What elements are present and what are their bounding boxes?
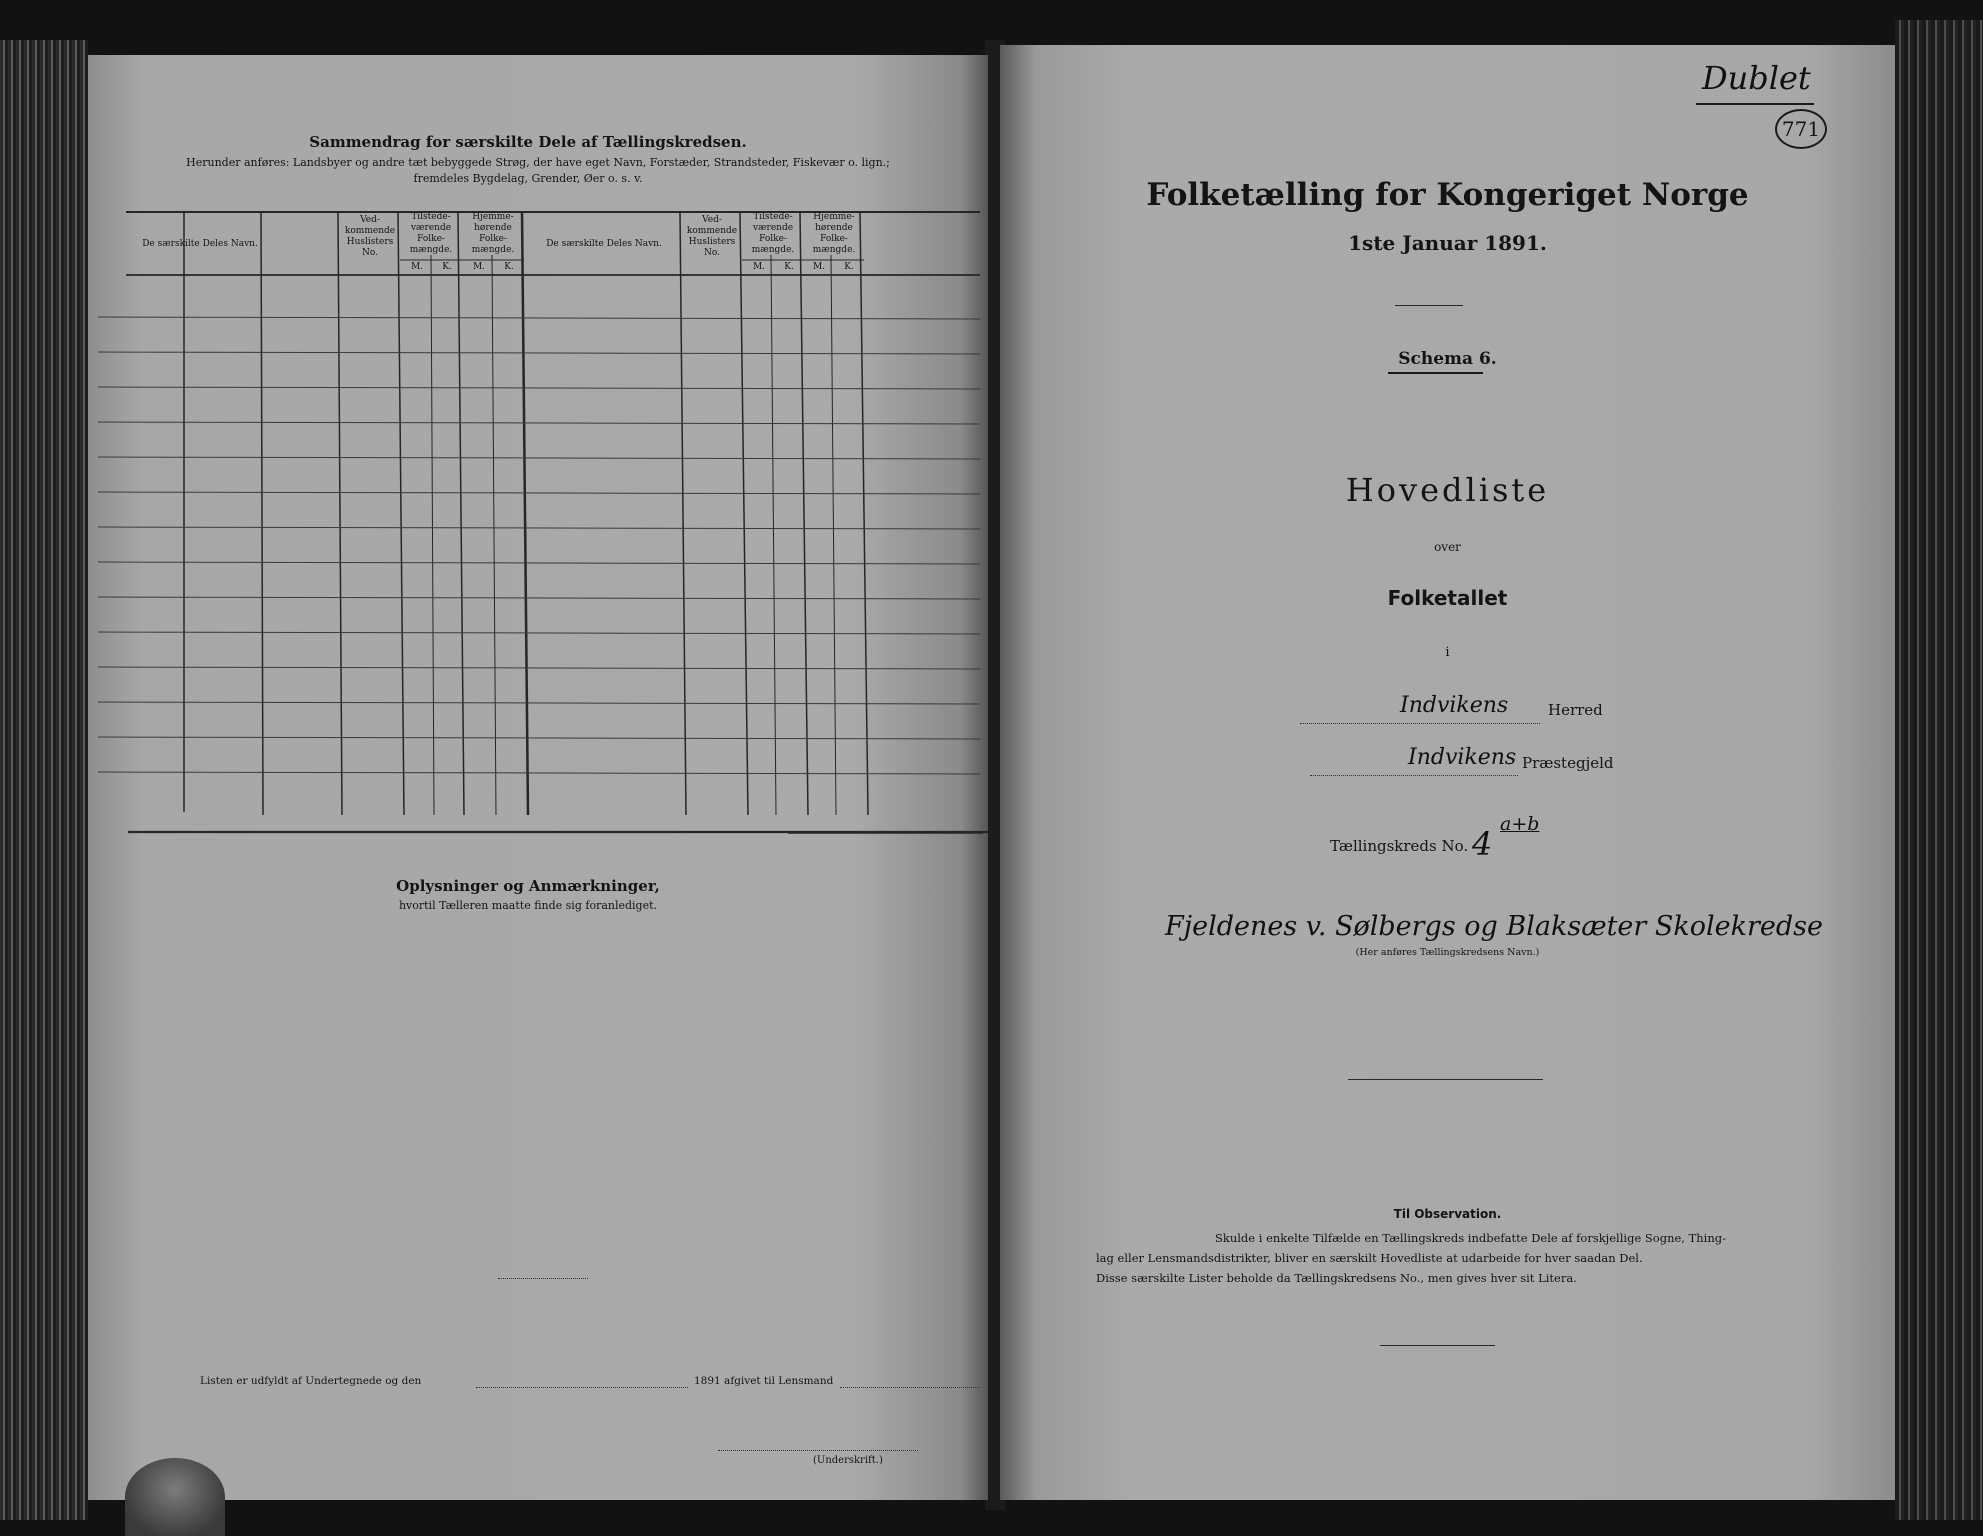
herred-label: Herred [1548,701,1603,719]
col-k-1: K. [442,262,452,272]
footer-mid: 1891 afgivet til Lensmand [694,1375,834,1387]
census-date: 1ste Januar 1891. [1348,231,1547,255]
observation-title: Til Observation. [1393,1207,1502,1221]
schema-underline [1388,372,1483,374]
kreds-name-caption: (Her anføres Tællingskredsens Navn.) [1355,947,1540,958]
folketallet-label: Folketallet [1387,586,1508,610]
schema-label: Schema 6. [1398,349,1497,369]
bottom-divider [1380,1345,1495,1346]
title-divider [1395,305,1463,306]
dotted-rule [498,1278,588,1279]
herred-blank [1300,723,1540,724]
observation-line-2: lag eller Lensmandsdistrikter, bliver en særskilt Hovedliste at udarbeide for hver saadan Del. [1096,1251,1643,1265]
over-label: over [1434,540,1461,554]
kreds-label: Tællingskreds No. [1330,837,1469,855]
col-k-3: K. [784,262,794,272]
census-title: Folketælling for Kongeriget Norge [1146,177,1749,213]
col-header-name-right: De særskilte Deles Navn. [546,239,662,249]
corner-note-underline [1696,103,1814,105]
footer-prefix: Listen er udfyldt af Undertegnede og den [200,1375,422,1387]
kreds-value: 4 [1472,825,1493,863]
col-m-3: M. [752,262,766,272]
col-header-tilstede-right: Tilstede- værende Folke- mængde. [751,212,795,255]
middle-divider [1348,1079,1543,1080]
right-page [1000,45,1895,1500]
prestegjeld-value: Indvikens [1408,745,1517,770]
col-header-hjemme-left: Hjemme- hørende Folke- mængde. [471,212,515,255]
corner-note: Dublet [1702,59,1811,97]
col-header-hjemme-right: Hjemme- hørende Folke- mængde. [812,212,856,255]
summary-table-grid [88,55,988,855]
hovedliste-title: Hovedliste [1345,471,1550,509]
prestegjeld-label: Præstegjeld [1522,754,1614,772]
date-blank [476,1387,688,1388]
col-header-huslister-right: Ved- kommende Huslisters No. [686,215,738,258]
col-header-name-left: De særskilte Deles Navn. [142,239,258,249]
observation-line-3: Disse særskilte Lister beholde da Tællingskredsens No., men gives hver sit Litera. [1096,1271,1577,1285]
observation-line-1: Skulde i enkelte Tilfælde en Tællingskreds indbefatte Dele af forskjellige Sogne, Thing- [1215,1231,1727,1245]
kreds-suffix: a+b [1500,813,1540,835]
lensmand-blank [840,1387,980,1388]
i-label: i [1445,645,1450,660]
prestegjeld-blank [1310,775,1518,776]
summary-heading: Sammendrag for særskilte Dele af Tællingskredsen. [309,133,747,151]
col-k-4: K. [844,262,854,272]
notes-title: Oplysninger og Anmærkninger, [396,877,660,895]
scanner-thumb [125,1458,225,1536]
col-m-4: M. [812,262,826,272]
summary-subheading-1: Herunder anføres: Landsbyer og andre tæt bebyggede Strøg, der have eget Navn, Forstæder, Strandsteder, Fiskevær o. lign.; [186,156,890,169]
page-number-stamp: 771 [1775,109,1827,149]
notes-subtitle: hvortil Tælleren maatte finde sig foranlediget. [398,899,658,912]
col-header-tilstede-left: Tilstede- værende Folke- mængde. [409,212,453,255]
col-header-huslister-left: Ved- kommende Huslisters No. [344,215,396,258]
book-edge-left [0,40,88,1520]
signature-label: (Underskrift.) [813,1455,883,1466]
herred-value: Indvikens [1400,693,1509,718]
col-m-2: M. [472,262,486,272]
col-m-1: M. [410,262,424,272]
col-k-2: K. [504,262,514,272]
signature-blank [718,1450,918,1451]
summary-subheading-2: fremdeles Bygdelag, Grender, Øer o. s. v. [413,172,643,185]
book-edge-right [1895,20,1983,1520]
left-page [88,55,988,1500]
kreds-name: Fjeldenes v. Sølbergs og Blaksæter Skolekredse [1165,911,1823,942]
